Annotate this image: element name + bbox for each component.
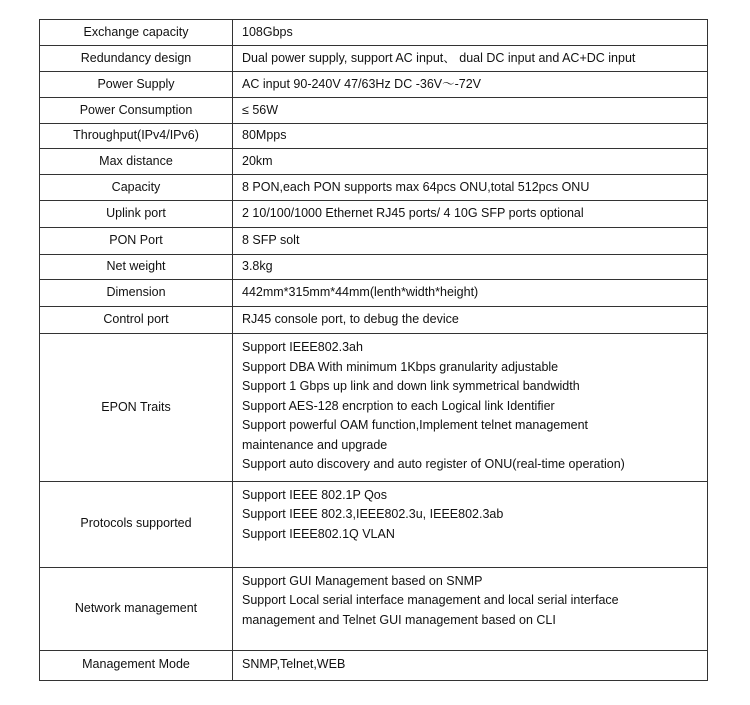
spec-value-line: Support IEEE 802.3,IEEE802.3u, IEEE802.3ab <box>242 507 504 521</box>
spec-value <box>233 149 708 175</box>
spec-row <box>40 255 708 280</box>
spec-row <box>40 481 708 567</box>
spec-table <box>39 19 708 681</box>
spec-value-line: ≤ 56W <box>242 102 279 117</box>
spec-value <box>233 650 708 680</box>
spec-label: Net weight <box>40 255 233 280</box>
spec-value <box>233 567 708 650</box>
spec-value <box>233 255 708 280</box>
spec-value-line: maintenance and upgrade <box>242 437 388 452</box>
spec-label: Management Mode <box>40 650 233 680</box>
spec-row <box>40 98 708 124</box>
spec-value-line: Support IEEE802.1Q VLAN <box>242 526 395 541</box>
spec-value <box>233 20 708 46</box>
spec-value-line: Dual power supply, support AC input、 dual DC input and AC+DC input <box>242 50 636 65</box>
spec-value <box>233 72 708 98</box>
spec-label: Power Supply <box>40 72 233 98</box>
spec-row <box>40 46 708 72</box>
spec-value-line: 3.8kg <box>242 259 273 274</box>
spec-value-line: 8 PON,each PON supports max 64pcs ONU,total 512pcs ONU <box>242 179 590 194</box>
spec-row <box>40 201 708 228</box>
spec-row <box>40 20 708 46</box>
spec-value-line: Support DBA With minimum 1Kbps granularity adjustable <box>242 359 559 374</box>
spec-label: Uplink port <box>40 201 233 228</box>
spec-value-line: Support AES-128 encrption to each Logical link Identifier <box>242 398 555 413</box>
spec-value-line: Support IEEE802.3ah <box>242 340 363 354</box>
spec-value <box>233 280 708 307</box>
spec-value-line: management and Telnet GUI management based on CLI <box>242 612 556 627</box>
spec-value <box>233 124 708 149</box>
spec-value <box>233 98 708 124</box>
spec-row <box>40 650 708 680</box>
spec-label: Throughput(IPv4/IPv6) <box>40 124 233 149</box>
spec-value <box>233 307 708 334</box>
spec-value-line: Support Local serial interface management and local serial interface <box>242 593 619 607</box>
spec-row <box>40 228 708 255</box>
spec-row <box>40 334 708 482</box>
spec-value <box>233 46 708 72</box>
spec-row <box>40 567 708 650</box>
spec-value-line: Support auto discovery and auto register of ONU(real-time operation) <box>242 457 625 471</box>
spec-value-line: 20km <box>242 153 273 168</box>
spec-label: Control port <box>40 307 233 334</box>
spec-label: Dimension <box>40 280 233 307</box>
spec-value <box>233 481 708 567</box>
spec-row <box>40 72 708 98</box>
spec-value-line: 80Mpps <box>242 128 287 143</box>
spec-value <box>233 175 708 201</box>
spec-value-line: AC input 90-240V 47/63Hz DC -36V〜-72V <box>242 76 482 91</box>
spec-value <box>233 334 708 482</box>
spec-label: Capacity <box>40 175 233 201</box>
spec-label: EPON Traits <box>40 334 233 482</box>
spec-row <box>40 280 708 307</box>
spec-value-line: Support GUI Management based on SNMP <box>242 573 483 588</box>
spec-label: Exchange capacity <box>40 20 233 46</box>
spec-label: Protocols supported <box>40 481 233 567</box>
spec-value-line: SNMP,Telnet,WEB <box>242 657 346 672</box>
spec-value <box>233 228 708 255</box>
spec-label: Max distance <box>40 149 233 175</box>
spec-value-line: 2 10/100/1000 Ethernet RJ45 ports/ 4 10G SFP ports optional <box>242 206 584 221</box>
spec-value-line: 108Gbps <box>242 24 293 39</box>
spec-value-line: Support powerful OAM function,Implement telnet management <box>242 418 589 432</box>
spec-row <box>40 124 708 149</box>
spec-value-line: 8 SFP solt <box>242 233 300 248</box>
spec-value-line: Support 1 Gbps up link and down link symmetrical bandwidth <box>242 379 580 393</box>
spec-label: Redundancy design <box>40 46 233 72</box>
spec-label: PON Port <box>40 228 233 255</box>
spec-value-line: 442mm*315mm*44mm(lenth*width*height) <box>242 285 479 300</box>
spec-row <box>40 149 708 175</box>
spec-row <box>40 307 708 334</box>
spec-label: Network management <box>40 567 233 650</box>
spec-value-line: RJ45 console port, to debug the device <box>242 312 459 327</box>
spec-value <box>233 201 708 228</box>
spec-row <box>40 175 708 201</box>
spec-table-body <box>40 20 708 681</box>
spec-value-line: Support IEEE 802.1P Qos <box>242 487 388 502</box>
spec-label: Power Consumption <box>40 98 233 124</box>
